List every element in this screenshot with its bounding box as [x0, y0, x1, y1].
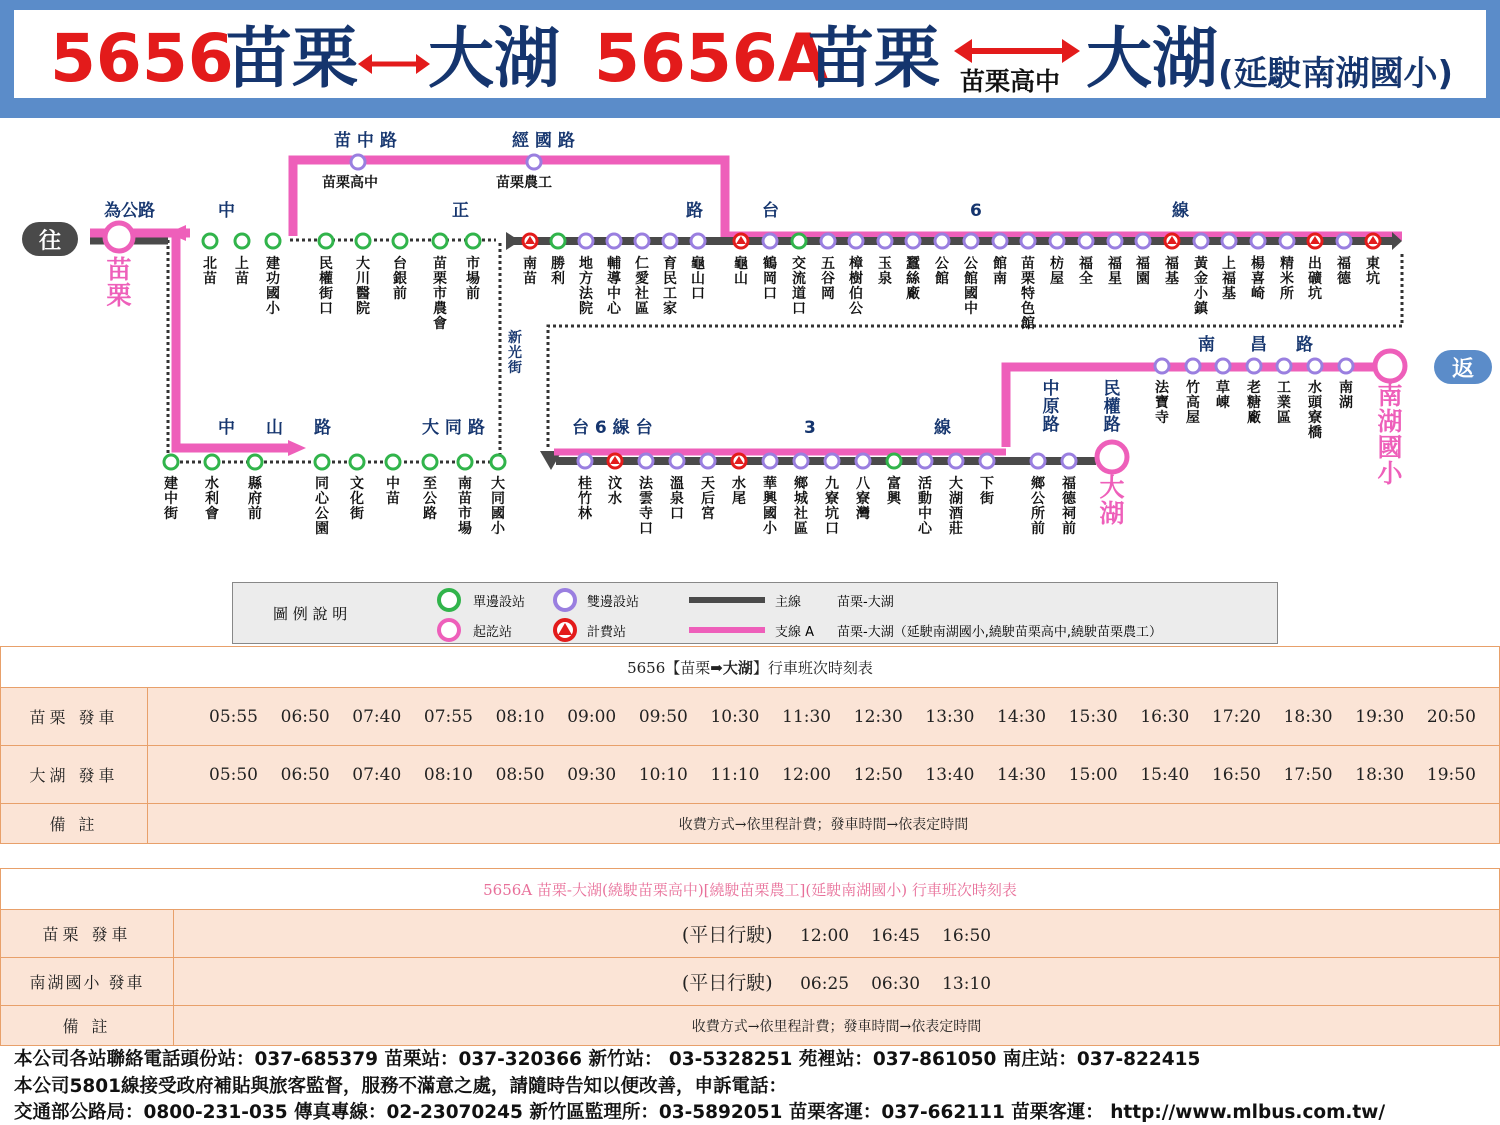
- stop-label: 公館: [935, 256, 949, 287]
- departure-time: 10:30: [710, 706, 760, 727]
- stop-label: 南苗市場: [458, 476, 472, 537]
- stop-marker: [792, 234, 806, 248]
- stop-label: 法雲寺口: [639, 476, 653, 537]
- departure-time: 17:50: [1283, 764, 1333, 785]
- road-labels: [104, 130, 1313, 438]
- stop-marker: [458, 455, 472, 469]
- stop-marker: [763, 234, 777, 248]
- stop-label: 同心公園: [315, 476, 329, 537]
- stop-label: 福全: [1079, 256, 1093, 287]
- stop-label: 溫泉口: [670, 476, 684, 522]
- departure-time: 16:45: [871, 926, 921, 946]
- road-label-zheng: 正: [452, 201, 469, 221]
- row-label-note: 備 註: [1, 1006, 174, 1046]
- road-label-three: 3: [804, 418, 816, 438]
- row-label-nanhu: 南湖國小 發車: [1, 958, 174, 1006]
- stop-label: 桂竹林: [578, 476, 592, 522]
- departure-time: 16:50: [1211, 764, 1261, 785]
- terminal-labels: [106, 255, 1403, 528]
- road-label-zhongyuan: 中原路: [1042, 379, 1060, 435]
- stop-label: 八寮灣: [856, 476, 870, 522]
- road-label-tai: 台: [762, 201, 779, 221]
- stop-marker: [266, 234, 280, 248]
- footer-line-2: 本公司5801線接受政府補貼與旅客監督，服務不滿意之處，請隨時告知以便改善，申訴電話：: [14, 1076, 787, 1097]
- legend-single: 單邊設站: [473, 595, 526, 610]
- terminal-miaoli-circle: [105, 223, 133, 251]
- branch-line-swatch: [689, 627, 765, 633]
- stop-label: 水尾: [732, 476, 746, 507]
- stop-label: 鄉城社區: [794, 476, 808, 537]
- road-label-nanchang-lu: 路: [1296, 335, 1313, 355]
- stop-label: 中苗: [386, 476, 400, 507]
- stop-label: 竹高屋: [1186, 380, 1200, 426]
- departure-time: 17:20: [1211, 706, 1261, 727]
- stop-marker: [993, 234, 1007, 248]
- stop-label: 福園: [1136, 256, 1150, 287]
- row-label-miaoli: 苗栗 發車: [1, 910, 174, 958]
- stop-label: 華興國小: [763, 476, 777, 537]
- stop-marker: [856, 454, 870, 468]
- stop-label: 天后宮: [701, 476, 715, 522]
- stop-label: 水頭寮橋: [1308, 380, 1322, 441]
- departure-time: 14:30: [997, 764, 1047, 785]
- stop-label: 台銀前: [393, 256, 407, 302]
- row-label-dahu: 大湖 發車: [1, 746, 148, 804]
- stop-marker: [763, 454, 777, 468]
- departure-time: 15:00: [1068, 764, 1118, 785]
- stop-label: 法寶寺: [1155, 380, 1169, 426]
- route2-extension: (延駛南湖國小): [1218, 54, 1454, 94]
- stop-marker: [350, 455, 364, 469]
- departure-time: 07:40: [352, 706, 402, 727]
- stop-marker: [1222, 234, 1236, 248]
- stop-label: 市場前: [466, 256, 480, 302]
- stop-label: 仁愛社區: [635, 256, 649, 317]
- stop-label: 福星: [1108, 256, 1122, 287]
- title-dahu: 大湖: [722, 658, 753, 677]
- stop-marker: [356, 234, 370, 248]
- stop-marker: [466, 234, 480, 248]
- road-label-zhongshan-lu: 路: [314, 418, 331, 438]
- stop-marker: [423, 455, 437, 469]
- timetable-5656-title: [1, 647, 1500, 688]
- stop-marker: [1339, 359, 1353, 373]
- route2-via: 苗栗高中: [960, 67, 1061, 96]
- footer-line-3: 交通部公路局：0800-231-035 傳真專線：02-23070245 新竹區監理所：03-5892051 苗栗客運：037-662111 苗栗客運： http://www.mlbus.com.tw/: [14, 1102, 1386, 1123]
- legend-title: 圖 例 說 明: [273, 605, 348, 623]
- times-nanhu-5656a: [174, 958, 1500, 1006]
- stop-marker: [1031, 454, 1045, 468]
- route1-origin: 苗栗: [226, 20, 358, 97]
- stop-label: 鄉公所前: [1031, 476, 1045, 537]
- stop-marker: [1216, 359, 1230, 373]
- road-label-tai6tai: 台 6 線 台: [572, 418, 653, 438]
- stop-marker: [315, 455, 329, 469]
- outbound-label: 往: [38, 229, 62, 254]
- timetable-5656a-title: 5656A 苗栗-大湖(繞駛苗栗高中)[繞駛苗栗農工](延駛南湖國小) 行車班次時刻表: [1, 869, 1500, 910]
- stop-label: 至公路: [423, 476, 437, 522]
- departure-time: 19:30: [1355, 706, 1405, 727]
- stop-label: 活動中心: [918, 476, 932, 537]
- departure-time: 15:30: [1068, 706, 1118, 727]
- road-label-zhongshan-shan: 山: [266, 418, 283, 438]
- legend-icons-right: [549, 587, 589, 643]
- road-label-xian2: 線: [934, 418, 951, 438]
- terminal-label-nanhu: 南湖國小: [1377, 381, 1403, 488]
- stop-label: 福德祠前: [1062, 476, 1076, 537]
- times-miaoli: [148, 688, 1500, 746]
- stop-label: 縣府前: [248, 476, 262, 522]
- road-label-minquan: 民權路: [1103, 379, 1121, 435]
- stop-label: 下街: [980, 476, 994, 507]
- stop-marker: [663, 234, 677, 248]
- stop-marker: [527, 155, 541, 169]
- departure-time: 06:50: [280, 764, 330, 785]
- note-text: 收費方式→依里程計費；發車時間→依表定時間: [148, 804, 1500, 844]
- stop-marker: [1108, 234, 1122, 248]
- stop-label-miaoli-high: 苗栗高中: [322, 175, 378, 191]
- stop-marker: [849, 234, 863, 248]
- stop-marker: [1308, 359, 1322, 373]
- route1-destination: 大湖: [428, 20, 560, 97]
- terminal-label-dahu: 大湖: [1099, 473, 1125, 528]
- stop-label: 出礦坑: [1308, 256, 1322, 302]
- stop-marker: [691, 234, 705, 248]
- stop-label: 文化街: [350, 476, 364, 522]
- stop-marker: [248, 455, 262, 469]
- stop-label: 勝利: [551, 256, 565, 287]
- stop-marker: [887, 454, 901, 468]
- terminal-nanhu-circle: [1375, 351, 1405, 381]
- stop-marker: [491, 455, 505, 469]
- stop-marker: [1136, 234, 1150, 248]
- departure-time: 11:10: [710, 764, 760, 785]
- route-number-5656a: 5656A: [594, 20, 829, 97]
- times-dahu: [148, 746, 1500, 804]
- stop-label: 建功國小: [266, 256, 280, 317]
- stop-marker: [551, 234, 565, 248]
- stop-marker: [319, 234, 333, 248]
- stop-marker: [639, 454, 653, 468]
- stop-label-miaoli-agri: 苗栗農工: [496, 175, 552, 191]
- stop-label: 建中街: [164, 476, 178, 522]
- departure-time: 13:40: [925, 764, 975, 785]
- title-arrow: ➡: [710, 658, 723, 677]
- departure-time: 09:30: [567, 764, 617, 785]
- terminal-stop-icon: [439, 620, 459, 640]
- terminal-dahu-circle: [1097, 442, 1127, 472]
- legend-double: 雙邊設站: [587, 595, 640, 610]
- times-miaoli-5656a: [174, 910, 1500, 958]
- departure-time: 05:50: [209, 764, 258, 785]
- road-label-jingguo: 經 國 路: [512, 131, 575, 151]
- stop-label: 玉泉: [878, 256, 892, 287]
- stop-marker: [393, 234, 407, 248]
- stop-marker: [1194, 234, 1208, 248]
- departure-time: 18:30: [1355, 764, 1405, 785]
- departure-time: 08:50: [495, 764, 545, 785]
- single-stop-icon: [439, 590, 459, 610]
- stops-layer: [164, 234, 1380, 537]
- legend-terminal: 起訖站: [473, 625, 513, 640]
- stop-marker: [578, 454, 592, 468]
- stop-label: 福基: [1165, 256, 1179, 287]
- stop-marker: [794, 454, 808, 468]
- road-label-nanchang-chang: 昌: [1250, 335, 1267, 355]
- stop-marker: [701, 454, 715, 468]
- stop-marker: [1062, 454, 1076, 468]
- road-label-weigong: 為公路: [104, 201, 155, 221]
- stop-marker: [579, 234, 593, 248]
- title-prefix: 5656【苗栗: [627, 658, 711, 677]
- stop-marker: [203, 234, 217, 248]
- stop-label: 交流道口: [792, 256, 806, 317]
- stop-label: 蠶絲廠: [906, 256, 920, 302]
- stop-label: 九寮坑口: [825, 476, 839, 537]
- row-label-note: 備 註: [1, 804, 148, 844]
- departure-time: 09:00: [567, 706, 617, 727]
- stop-label: 大川醫院: [356, 256, 370, 317]
- double-stop-icon: [555, 590, 575, 610]
- stop-marker: [906, 234, 920, 248]
- departure-time: 14:30: [997, 706, 1047, 727]
- stop-label: 龜山口: [691, 256, 705, 302]
- stop-marker: [1050, 234, 1064, 248]
- stop-marker: [235, 234, 249, 248]
- stop-label: 精米所: [1280, 256, 1294, 302]
- stop-label: 老糖廠: [1247, 380, 1261, 426]
- departure-time: 16:30: [1140, 706, 1190, 727]
- title-suffix: 】行車班次時刻表: [752, 658, 873, 677]
- row-label-miaoli: 苗栗 發車: [1, 688, 148, 746]
- stop-label: 汶水: [608, 476, 622, 507]
- stop-marker: [821, 234, 835, 248]
- stop-marker: [980, 454, 994, 468]
- departure-time: 18:30: [1283, 706, 1333, 727]
- stop-marker: [878, 234, 892, 248]
- road-label-nanchang-nan: 南: [1198, 335, 1215, 355]
- stop-label: 北苗: [203, 256, 217, 287]
- departure-time: 07:40: [352, 764, 402, 785]
- stop-label: 南苗: [523, 256, 537, 287]
- stop-label: 大湖酒莊: [949, 476, 963, 537]
- departure-time: 08:10: [495, 706, 545, 727]
- stop-marker: [1247, 359, 1261, 373]
- stop-marker: [635, 234, 649, 248]
- header-banner: [0, 0, 1500, 118]
- timetable-5656: [0, 646, 1500, 844]
- stop-marker: [1079, 234, 1093, 248]
- stop-marker: [1155, 359, 1169, 373]
- stop-label: 上苗: [235, 256, 249, 287]
- departure-time: 08:10: [423, 764, 473, 785]
- stop-label: 福德: [1337, 256, 1351, 287]
- stop-label: 大同國小: [491, 476, 505, 537]
- stop-label: 育民工家: [663, 256, 677, 317]
- stop-label: 楊喜崎: [1251, 256, 1265, 302]
- stop-label: 鶴岡口: [763, 256, 777, 302]
- departure-time: 12:50: [853, 764, 903, 785]
- road-label-xian: 線: [1172, 201, 1189, 221]
- departure-time: 12:00: [800, 926, 850, 946]
- stop-label: 館南: [993, 256, 1007, 287]
- route2-destination: 大湖: [1086, 20, 1218, 97]
- stop-label: 民權街口: [319, 256, 333, 317]
- stop-marker: [1021, 234, 1035, 248]
- stop-marker: [351, 155, 365, 169]
- stop-marker: [964, 234, 978, 248]
- stop-label: 黃金小鎮: [1194, 256, 1208, 317]
- departure-time: 05:55: [209, 706, 258, 727]
- departure-time: 12:00: [782, 764, 832, 785]
- main-line-swatch: [689, 597, 765, 603]
- stop-marker: [433, 234, 447, 248]
- stop-marker: [670, 454, 684, 468]
- stop-marker: [386, 455, 400, 469]
- stop-label: 水利會: [205, 476, 219, 522]
- stop-label: 枋屋: [1050, 256, 1064, 287]
- departure-time: 13:10: [942, 974, 992, 994]
- header-title-box: [14, 10, 1486, 98]
- road-label-six: 6: [970, 201, 982, 221]
- stop-label: 地方法院: [579, 256, 593, 317]
- note-text: 收費方式→依里程計費；發車時間→依表定時間: [174, 1006, 1500, 1046]
- stop-label: 五谷岡: [821, 256, 835, 302]
- road-label-datong: 大 同 路: [422, 418, 485, 438]
- stop-marker: [825, 454, 839, 468]
- departure-time: 10:10: [638, 764, 688, 785]
- legend-branch-desc: 苗栗-大湖（延駛南湖國小,繞駛苗栗高中,繞駛苗栗農工）: [837, 625, 1162, 640]
- road-label-lu: 路: [686, 201, 703, 221]
- departure-time: 19:50: [1426, 764, 1476, 785]
- legend-box: [232, 582, 1278, 644]
- road-label-miaozhong: 苗 中 路: [334, 131, 397, 151]
- stop-label: 工業區: [1277, 380, 1291, 426]
- route-map: [0, 120, 1500, 580]
- legend-fare: 計費站: [587, 625, 627, 640]
- stop-label: 上福基: [1222, 256, 1236, 302]
- route-number-5656: 5656: [50, 20, 234, 97]
- road-label-zhong: 中: [218, 201, 235, 221]
- road-label-zhongshan-zhong: 中: [218, 418, 235, 438]
- double-arrow-icon: [954, 38, 1080, 64]
- footer-line-1: 本公司各站聯絡電話頭份站：037-685379 苗栗站：037-320366 新竹站： 03-5328251 苑裡站：037-861050 南庄站：037-822415: [14, 1049, 1201, 1070]
- departure-time: 13:30: [925, 706, 975, 727]
- stop-label: 苗栗市農會: [433, 256, 447, 332]
- return-label: 返: [1451, 357, 1475, 382]
- departure-time: 15:40: [1140, 764, 1190, 785]
- stop-label: 龜山: [734, 256, 748, 287]
- departure-time: 06:25: [800, 974, 850, 994]
- departure-time: 06:30: [871, 974, 921, 994]
- stop-marker: [1337, 234, 1351, 248]
- timetable-5656a: [0, 868, 1500, 1046]
- stop-label: 樟樹伯公: [849, 256, 863, 317]
- departure-time: 16:50: [942, 926, 992, 946]
- stop-marker: [1186, 359, 1200, 373]
- legend-main-desc: 苗栗-大湖: [837, 595, 894, 610]
- legend-main-label: 主線: [775, 595, 802, 610]
- departure-time: 06:50: [280, 706, 330, 727]
- road-label-xinguang: 新光街: [508, 330, 522, 376]
- departure-time: 09:50: [638, 706, 688, 727]
- stop-marker: [205, 455, 219, 469]
- weekday-note: (平日行駛): [681, 972, 773, 994]
- weekday-note: (平日行駛): [681, 924, 773, 946]
- double-arrow-icon: [358, 52, 430, 76]
- stop-label: 南湖: [1339, 380, 1353, 411]
- stop-marker: [164, 455, 178, 469]
- outbound-badge: [22, 222, 78, 256]
- stop-marker: [918, 454, 932, 468]
- stop-marker: [1251, 234, 1265, 248]
- departure-time: 20:50: [1426, 706, 1476, 727]
- stop-label: 輔導中心: [607, 256, 621, 317]
- stop-marker: [1277, 359, 1291, 373]
- stop-marker: [1280, 234, 1294, 248]
- departure-time: 11:30: [782, 706, 832, 727]
- departure-time: 07:55: [423, 706, 473, 727]
- stop-label: 公館國中: [964, 256, 978, 317]
- stop-label: 東坑: [1366, 256, 1380, 287]
- stop-label: 苗栗特色館: [1021, 256, 1035, 332]
- return-badge: [1434, 350, 1492, 384]
- departure-time: 12:30: [853, 706, 903, 727]
- stop-marker: [607, 234, 621, 248]
- legend-icons-left: [433, 587, 473, 643]
- stop-marker: [949, 454, 963, 468]
- route2-origin: 苗栗: [808, 20, 940, 97]
- legend-branch-label: 支線 A: [775, 625, 815, 640]
- stop-label: 草崠: [1216, 380, 1230, 411]
- stop-label: 富興: [887, 476, 901, 507]
- stop-marker: [935, 234, 949, 248]
- terminal-label-miaoli: 苗栗: [106, 255, 132, 310]
